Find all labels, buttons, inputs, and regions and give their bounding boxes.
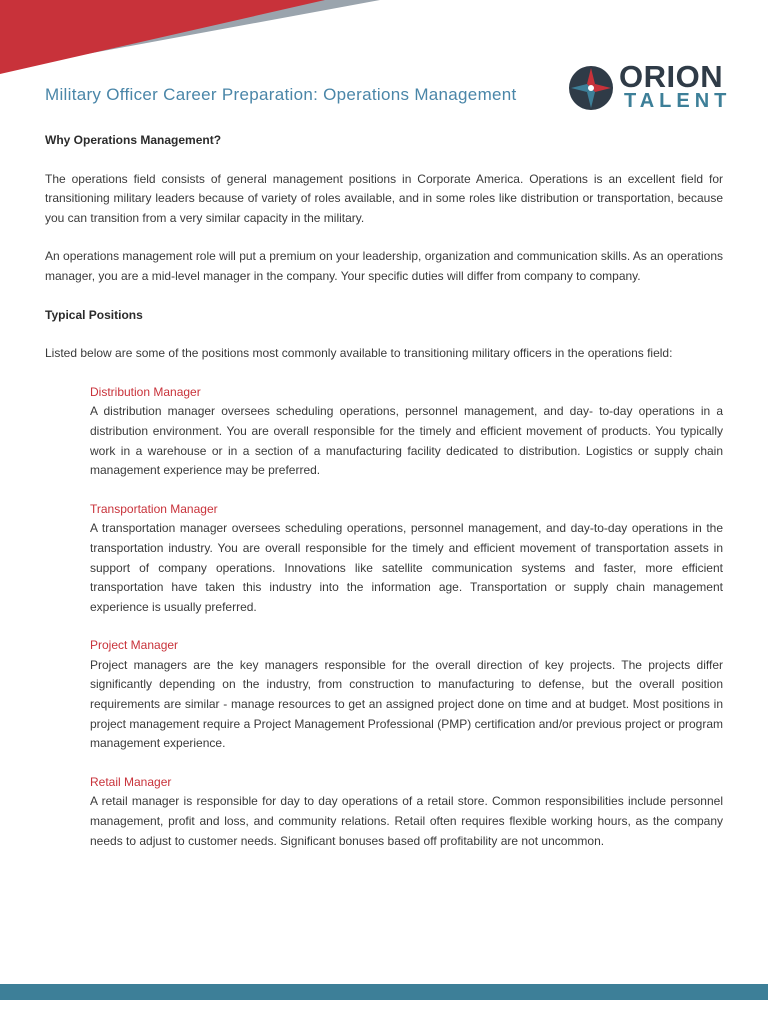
position-title: Project Manager [90,638,179,653]
why-paragraph-2: An operations management role will put a premium on your leadership, organization and communication skills. As an operations manager, you are a mid-level manager in the company. Your specific duties will differ from company to company. [45,249,723,283]
position-description: A transportation manager oversees scheduling operations, personnel management, and day-to-day operations in the transportation industry. You are overall responsible for the timely and efficient movement of transportation assets in support of company operations. Innovations like satellite communication systems and faster, more efficient transportation have taken this industry into the information age. Transportation or supply chain management experience is usually preferred. [90,521,723,614]
position-retail-manager [90,773,723,851]
position-title: Transportation Manager [90,501,218,516]
section-heading-typical-positions: Typical Positions [45,307,143,322]
logo-wordmark-orion: ORION [619,59,724,94]
compass-star-icon [568,65,614,111]
page-title: Military Officer Career Preparation: Operations Management [45,85,517,104]
why-paragraph-1: The operations field consists of general management positions in Corporate America. Operations is an excellent field for transitioning military leaders because of variety of roles available, and in some roles like distribution or transportation, because you can transition from a very similar capacity in the military. [45,171,723,225]
position-transportation-manager [90,500,723,618]
position-project-manager [90,636,723,754]
orion-talent-logo [568,59,738,113]
section-heading-why: Why Operations Management? [45,133,222,147]
position-title: Retail Manager [90,774,172,789]
document-body [45,131,723,870]
position-title: Distribution Manager [90,384,201,399]
typical-positions-intro: Listed below are some of the positions most commonly available to transitioning military officers in the operations field: [45,346,673,361]
footer-band [0,984,768,1000]
position-description: A retail manager is responsible for day to day operations of a retail store. Common responsibilities include personnel management, profit and loss, and community relations. Retail often requires flexible working hours, as the company needs to adjust to customer needs. Significant bonuses based off profitability are not uncommon. [90,794,723,848]
logo-wordmark-talent: TALENT [624,90,732,112]
position-distribution-manager [90,383,723,481]
position-description: Project managers are the key managers responsible for the overall direction of key projects. The projects differ significantly depending on the industry, from construction to manufacturing to defense, but the overall position requirements are similar - manage resources to get an assigned project done on time and at budget. Most positions in project management require a Project Management Professional (PMP) certification and/or previous project or program management experience. [90,657,723,751]
position-description: A distribution manager oversees scheduling operations, personnel management, and day- to-day operations in a distribution environment. You are overall responsible for the timely and efficient movement of products. You typically work in a warehouse or in a section of a manufacturing facility dedicated to distribution. Logistics or supply chain management experience may be preferred. [90,404,723,478]
